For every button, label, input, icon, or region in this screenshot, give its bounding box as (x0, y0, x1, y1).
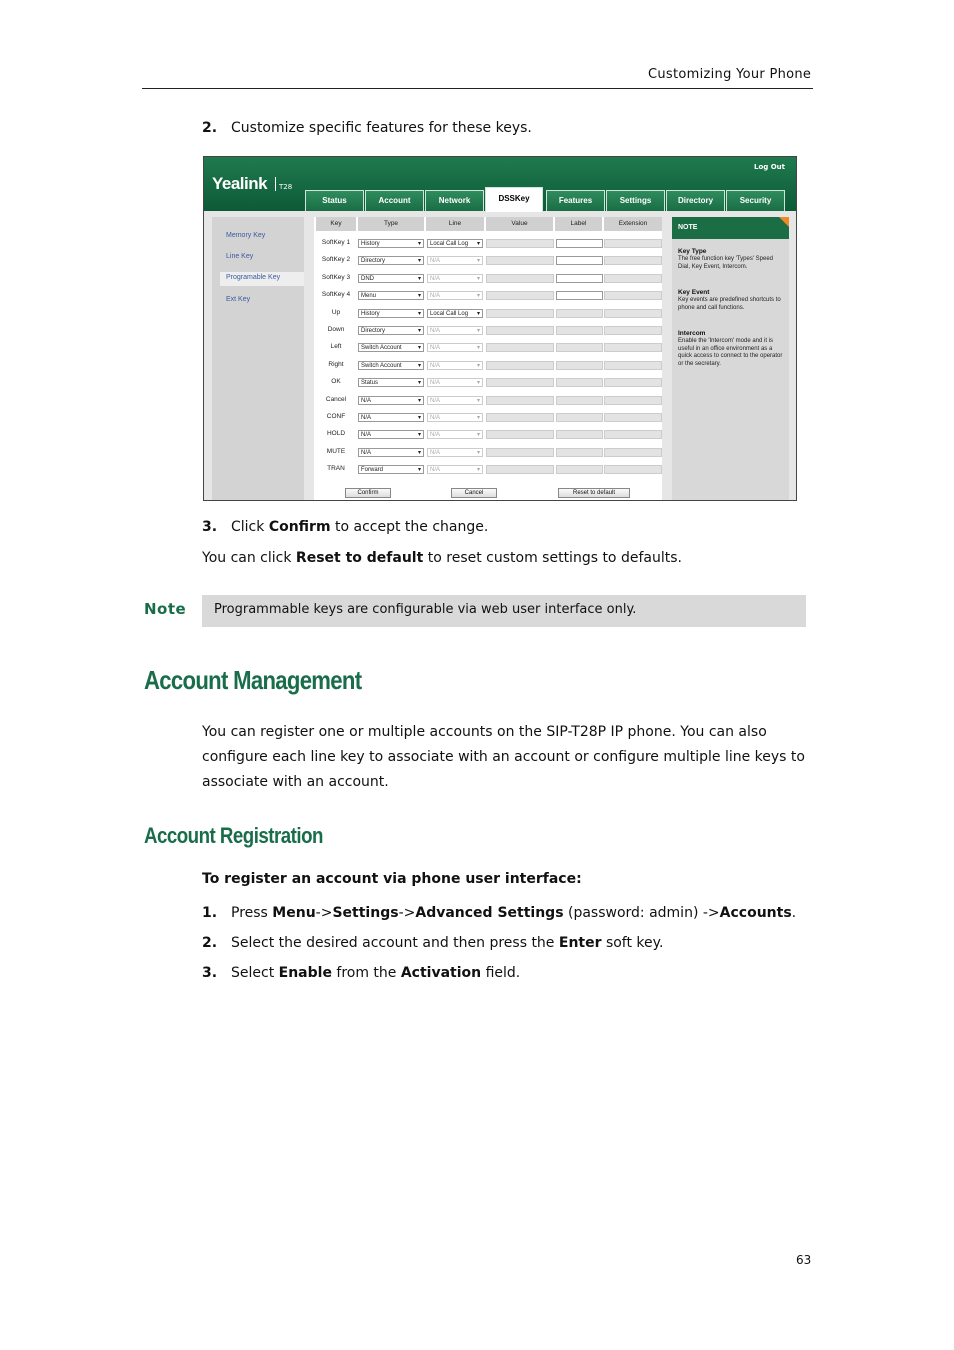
reset-to-default-button[interactable]: Reset to default (558, 488, 630, 498)
label-field[interactable] (556, 326, 603, 335)
key-name: TRAN (327, 465, 345, 473)
line-select[interactable]: N/A ▾ (427, 378, 483, 387)
extension-field[interactable] (604, 239, 662, 248)
type-select[interactable]: N/A ▾ (358, 413, 424, 422)
key-name: Right (328, 360, 344, 368)
line-select[interactable]: Local Call Log ▾ (427, 239, 483, 248)
key-name: CONF (326, 413, 346, 420)
keyword-confirm: Confirm (268, 519, 331, 535)
value-field[interactable] (486, 413, 554, 422)
key-name: SoftKey 1 (321, 239, 351, 246)
column-header-type: Type (358, 217, 424, 231)
key-name: Up (331, 308, 341, 316)
type-select[interactable]: Menu ▾ (358, 291, 424, 300)
sidebar-item-memory-key[interactable]: Memory Key (226, 232, 266, 239)
cancel-button[interactable]: Cancel (451, 488, 497, 498)
label-field[interactable] (556, 448, 603, 457)
keyword: Advanced Settings (415, 905, 564, 921)
page-number: 63 (796, 1253, 812, 1267)
label-field[interactable] (556, 361, 603, 370)
note-item-title: Intercom (678, 330, 706, 337)
value-field[interactable] (486, 326, 554, 335)
extension-field[interactable] (604, 361, 662, 370)
value-field[interactable] (486, 291, 554, 300)
keyword: Menu (272, 905, 316, 921)
note-item-body: The free function key 'Types' Speed Dial, Key Event, Intercom. (678, 256, 774, 270)
line-select[interactable]: N/A ▾ (427, 256, 483, 265)
step-number: 3. (202, 519, 218, 535)
label-field[interactable] (556, 274, 603, 283)
key-name: SoftKey 4 (321, 291, 351, 299)
section-para-line-3: associate with an account. (202, 774, 389, 790)
key-config-panel (314, 217, 662, 500)
value-field[interactable] (486, 378, 554, 387)
type-select[interactable]: Switch Account ▾ (358, 361, 424, 370)
line-select[interactable]: Local Call Log ▾ (427, 309, 483, 318)
extension-field[interactable] (604, 343, 662, 352)
column-header-value: Value (486, 217, 553, 231)
key-name: HOLD (326, 430, 346, 438)
line-select[interactable]: N/A ▾ (427, 274, 483, 283)
type-select[interactable]: History ▾ (358, 309, 424, 318)
logout-link[interactable]: Log Out (754, 163, 785, 171)
type-select[interactable]: Forward ▾ (358, 465, 424, 474)
tab-features[interactable]: Features (546, 190, 605, 211)
extension-field[interactable] (604, 291, 662, 300)
note-corner-icon (779, 217, 789, 227)
tab-dsskey[interactable]: DSSKey (485, 187, 543, 212)
tab-status[interactable]: Status (305, 190, 364, 211)
note-panel-heading: NOTE (672, 217, 789, 239)
value-field[interactable] (486, 239, 554, 248)
web-ui-screenshot (203, 156, 797, 501)
note-item-body: Key events are predefined shortcuts to phone and call functions. (678, 297, 781, 311)
value-field[interactable] (486, 465, 554, 474)
section-heading: Account Management (144, 665, 362, 695)
model-label: T28 (275, 177, 292, 191)
text-run: -> (398, 905, 416, 921)
type-select[interactable]: Status ▾ (358, 378, 424, 387)
step-number: 2. (202, 120, 218, 136)
line-select[interactable]: N/A ▾ (427, 343, 483, 352)
label-field[interactable] (556, 396, 603, 405)
keyword: Settings (332, 905, 399, 921)
text-run: soft key. (601, 935, 664, 951)
label-field[interactable] (556, 256, 603, 265)
value-field[interactable] (486, 256, 554, 265)
sidebar (212, 217, 304, 500)
sidebar-item-ext-key[interactable]: Ext Key (226, 296, 251, 303)
text-run: -> (315, 905, 333, 921)
text-run: to accept the change. (330, 519, 489, 535)
value-field[interactable] (486, 343, 554, 352)
value-field[interactable] (486, 448, 554, 457)
step-text: Customize specific features for these keys. (231, 120, 532, 136)
keyword: Accounts (719, 905, 792, 921)
reset-paragraph (202, 550, 682, 566)
section-para-line-2: configure each line key to associate with an account or configure multiple line keys to (202, 749, 805, 765)
type-select[interactable]: Directory ▾ (358, 256, 424, 265)
label-field[interactable] (556, 291, 603, 300)
section-para-line-1: You can register one or multiple accounts on the SIP-T28P IP phone. You can also (202, 724, 767, 740)
text-run: to reset custom settings to defaults. (423, 550, 682, 566)
column-header-extension: Extension (604, 217, 662, 231)
text-run: Select (231, 965, 279, 981)
line-select[interactable]: N/A ▾ (427, 465, 483, 474)
sidebar-item-line-key[interactable]: Line Key (226, 253, 254, 260)
key-name: Down (327, 326, 345, 333)
column-header-label: Label (555, 217, 602, 231)
running-header: Customizing Your Phone (648, 67, 812, 82)
label-field[interactable] (556, 239, 603, 248)
type-select[interactable]: Switch Account ▾ (358, 343, 424, 352)
tab-settings[interactable]: Settings (606, 190, 665, 211)
line-select[interactable]: N/A ▾ (427, 448, 483, 457)
value-field[interactable] (486, 309, 554, 318)
line-select[interactable]: N/A ▾ (427, 396, 483, 405)
line-select[interactable]: N/A ▾ (427, 430, 483, 439)
sidebar-item-programable-key[interactable]: Programable Key (226, 274, 281, 281)
top-banner (204, 157, 796, 211)
step-number: 3. (202, 965, 218, 981)
label-field[interactable] (556, 343, 603, 352)
keyword-reset: Reset to default (295, 550, 424, 566)
note-item-body: Enable the 'Intercom' mode and it is useful in an office environment as a quick access to connect to the operator or the secretary. (678, 338, 783, 367)
key-name: SoftKey 2 (321, 256, 351, 264)
extension-field[interactable] (604, 326, 662, 335)
type-select[interactable]: History ▾ (358, 239, 424, 248)
text-run: Select the desired account and then press the (231, 935, 559, 951)
extension-field[interactable] (604, 309, 662, 318)
text-run: (password: admin) -> (563, 905, 720, 921)
note-item-title: Key Type (678, 248, 707, 255)
type-select[interactable]: N/A ▾ (358, 396, 424, 405)
step-text (231, 519, 488, 535)
key-name: Cancel (325, 395, 347, 403)
extension-field[interactable] (604, 256, 662, 265)
line-select[interactable]: N/A ▾ (427, 361, 483, 370)
tab-account[interactable]: Account (365, 190, 424, 211)
subsection-heading: Account Registration (144, 823, 323, 848)
text-run: Click (231, 519, 269, 535)
tab-directory[interactable]: Directory (666, 190, 725, 211)
text-run: You can click (202, 550, 296, 566)
line-select[interactable]: N/A ▾ (427, 413, 483, 422)
note-label: Note (144, 600, 187, 618)
keyword: Enable (278, 965, 332, 981)
procedure-title: To register an account via phone user interface: (202, 871, 582, 887)
tab-network[interactable]: Network (425, 190, 484, 211)
key-name: OK (331, 378, 341, 386)
extension-field[interactable] (604, 378, 662, 387)
extension-field[interactable] (604, 448, 662, 457)
extension-field[interactable] (604, 274, 662, 283)
yealink-logo: Yealink (212, 174, 268, 193)
note-panel (672, 217, 789, 500)
value-field[interactable] (486, 361, 554, 370)
column-header-key: Key (316, 217, 356, 231)
value-field[interactable] (486, 396, 554, 405)
keyword: Activation (400, 965, 482, 981)
step-text (231, 905, 796, 921)
text-run: Press (231, 905, 273, 921)
value-field[interactable] (486, 430, 554, 439)
column-header-line: Line (426, 217, 484, 231)
note-item-title: Key Event (678, 289, 710, 296)
label-field[interactable] (556, 430, 603, 439)
label-field[interactable] (556, 378, 603, 387)
label-field[interactable] (556, 309, 603, 318)
line-select[interactable]: N/A ▾ (427, 326, 483, 335)
key-name: SoftKey 3 (321, 273, 351, 281)
step-number: 1. (202, 905, 218, 921)
extension-field[interactable] (604, 396, 662, 405)
step-number: 2. (202, 935, 218, 951)
line-select[interactable]: N/A ▾ (427, 291, 483, 300)
note-box (202, 595, 806, 627)
key-name: Left (330, 343, 342, 351)
confirm-button[interactable]: Confirm (345, 488, 391, 498)
text-run: . (791, 905, 797, 921)
header-rule (142, 88, 813, 89)
text-run: from the (331, 965, 401, 981)
note-text: Programmable keys are configurable via web user interface only. (214, 602, 637, 617)
key-name: MUTE (326, 447, 346, 455)
type-select[interactable]: Directory ▾ (358, 326, 424, 335)
label-field[interactable] (556, 465, 603, 474)
step-text (231, 965, 520, 981)
type-select[interactable]: N/A ▾ (358, 430, 424, 439)
value-field[interactable] (486, 274, 554, 283)
type-select[interactable]: N/A ▾ (358, 448, 424, 457)
label-field[interactable] (556, 413, 603, 422)
extension-field[interactable] (604, 413, 662, 422)
keyword: Enter (558, 935, 602, 951)
type-select[interactable]: DND ▾ (358, 274, 424, 283)
tab-security[interactable]: Security (726, 190, 785, 211)
step-text (231, 935, 663, 951)
text-run: field. (481, 965, 521, 981)
extension-field[interactable] (604, 465, 662, 474)
extension-field[interactable] (604, 430, 662, 439)
